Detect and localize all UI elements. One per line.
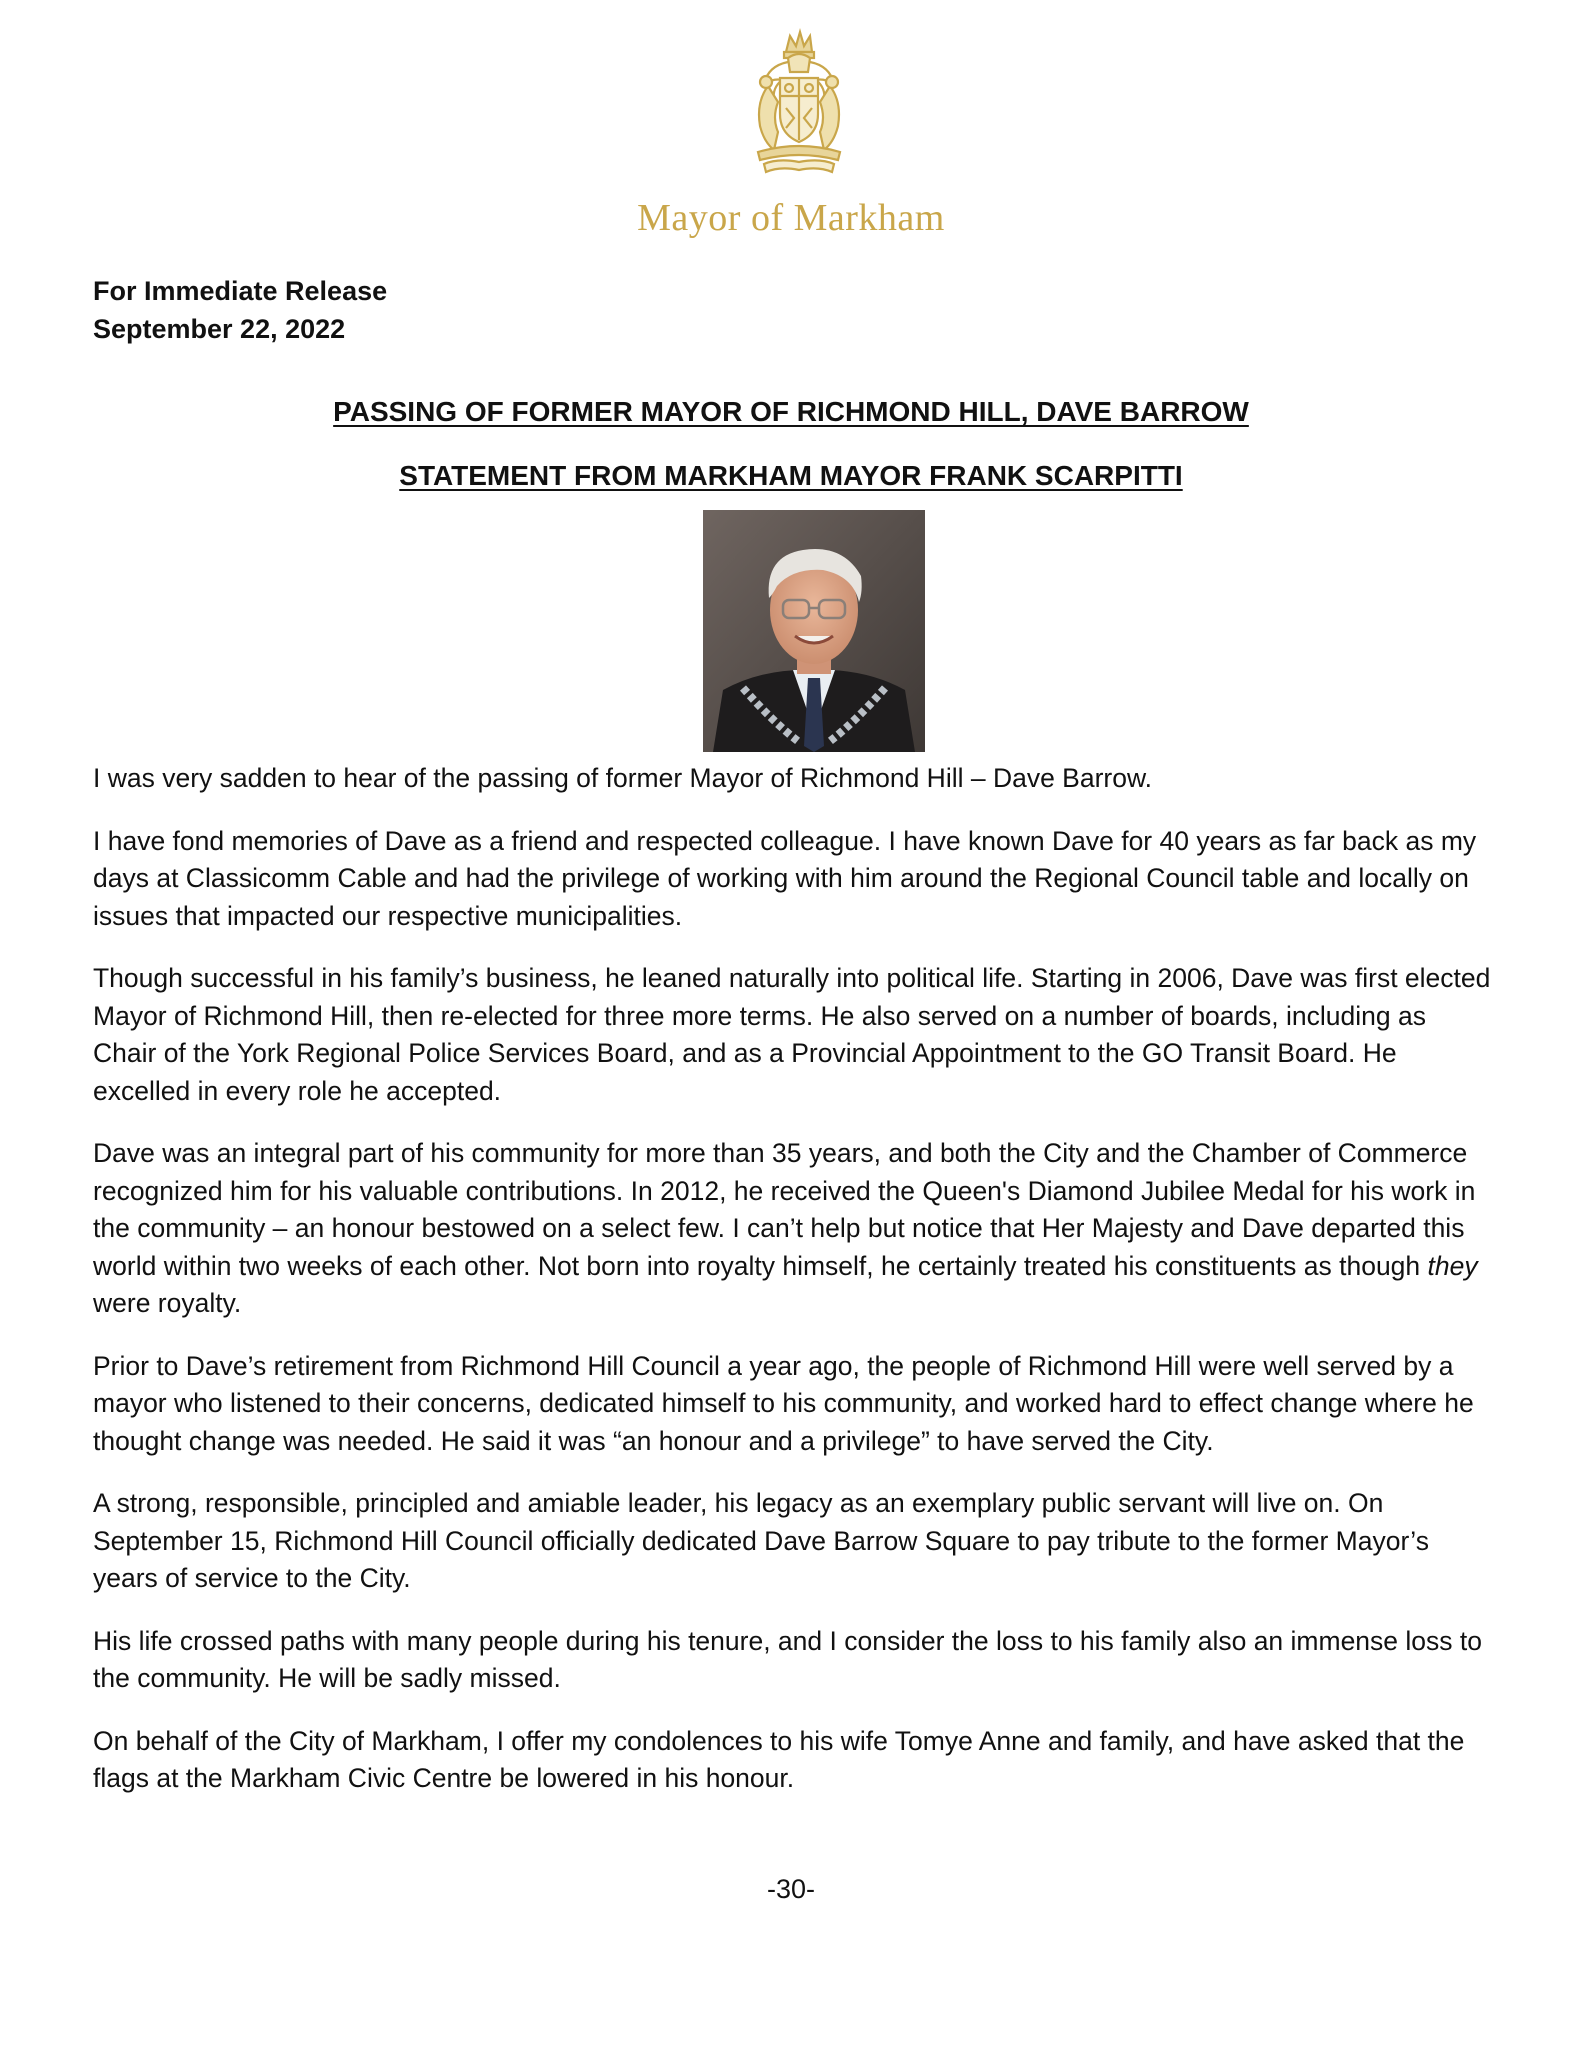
- office-title: Mayor of Markham: [637, 197, 945, 239]
- paragraph-4-part-1: Dave was an integral part of his community for more than 35 years, and both the City and the Chamber of Commerce recognized him for his valuable contributions. In 2012, he received the Queen's Diamond Jubilee Medal for his work in the community – an honour bestowed on a select few. I can’t help but notice that Her Majesty and Dave departed this world within two weeks of each other. Not born into royalty himself, he certainly treated his constituents as though: [93, 1138, 1476, 1281]
- release-block: [93, 272, 387, 348]
- paragraph-7: His life crossed paths with many people during his tenure, and I consider the loss to his family also an immense loss to the community. He will be sadly missed.: [93, 1625, 1482, 1693]
- end-marker: -30-: [766, 1874, 815, 1904]
- headline-subtitle: STATEMENT FROM MARKHAM MAYOR FRANK SCARPITTI: [399, 460, 1183, 491]
- release-date: September 22, 2022: [93, 314, 346, 344]
- paragraph-2: I have fond memories of Dave as a friend and respected colleague. I have known Dave for 40 years as far back as my days at Classicomm Cable and had the privilege of working with him around the Regional Council table and locally on issues that impacted our respective municipalities.: [93, 825, 1477, 931]
- paragraph-3: Though successful in his family’s business, he leaned naturally into political life. Starting in 2006, Dave was first elected Mayor of Richmond Hill, then re-elected for three more terms. He also served on a number of boards, including as Chair of the York Regional Police Services Board, and as a Provincial Appointment to the GO Transit Board. He excelled in every role he accepted.: [93, 963, 1491, 1106]
- statement-body: [93, 760, 1493, 1823]
- headline-title: PASSING OF FORMER MAYOR OF RICHMOND HILL, DAVE BARROW: [333, 396, 1249, 427]
- paragraph-4: [93, 1135, 1493, 1323]
- paragraph-4-emphasis: they: [1427, 1250, 1478, 1281]
- mayor-portrait-photo: [703, 510, 925, 752]
- paragraph-5: Prior to Dave’s retirement from Richmond Hill Council a year ago, the people of Richmond Hill were well served by a mayor who listened to their concerns, dedicated himself to his community, and worked hard to effect change where he thought change was needed. He said it was “an honour and a privilege” to have served the City.: [93, 1350, 1474, 1456]
- paragraph-1: I was very sadden to hear of the passing of former Mayor of Richmond Hill – Dave Barrow.: [93, 763, 1153, 793]
- paragraph-8: On behalf of the City of Markham, I offer my condolences to his wife Tomye Anne and family, and have asked that the flags at the Markham Civic Centre be lowered in his honour.: [93, 1725, 1465, 1793]
- coat-of-arms-icon: [738, 22, 858, 182]
- paragraph-4-part-2: were royalty.: [93, 1288, 242, 1318]
- paragraph-6: A strong, responsible, principled and amiable leader, his legacy as an exemplary public servant will live on. On September 15, Richmond Hill Council officially dedicated Dave Barrow Square to pay tribute to the former Mayor’s years of service to the City.: [93, 1488, 1429, 1593]
- release-label: For Immediate Release: [93, 276, 388, 306]
